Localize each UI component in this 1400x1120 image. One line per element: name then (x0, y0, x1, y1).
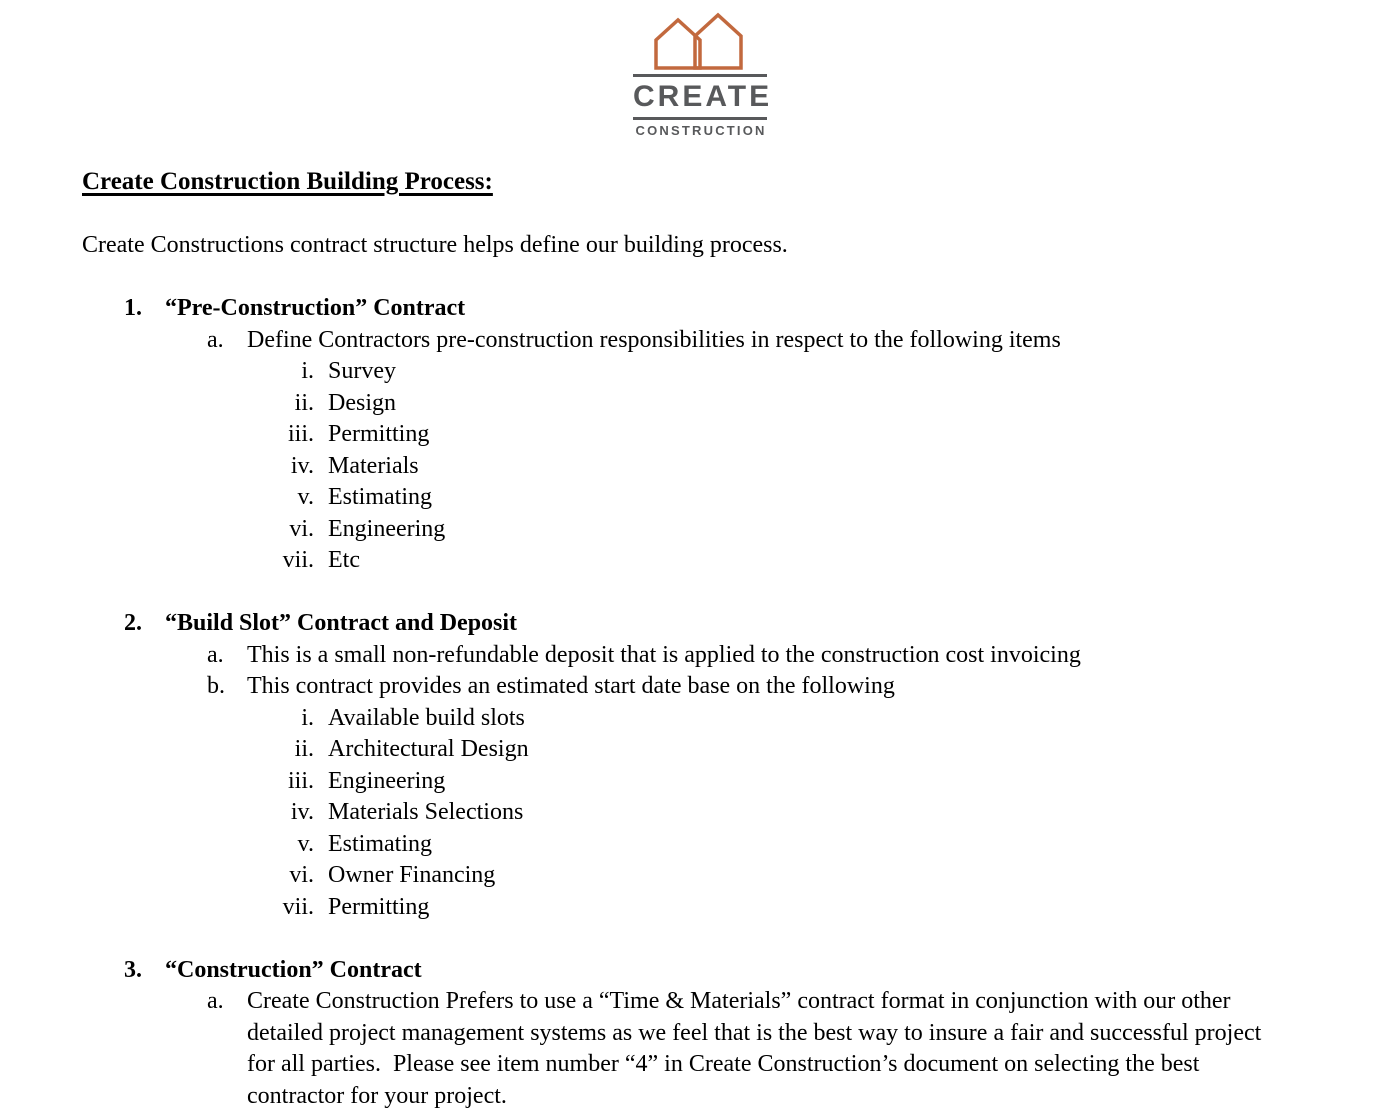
subitem-numeral: iv. (290, 799, 314, 825)
section-heading: “Pre-Construction” Contract (165, 295, 466, 321)
logo-rule-bottom (633, 117, 767, 120)
list-item-letter: a. (207, 988, 224, 1014)
subitem-numeral: v. (297, 484, 314, 510)
list-item-text: This is a small non-refundable deposit that is applied to the construction cost invoicing (247, 641, 1081, 668)
subitem-text: Architectural Design (328, 736, 529, 762)
sub-list-item (82, 514, 1272, 546)
subitem-numeral: vii. (282, 547, 314, 573)
section-number: 2. (124, 610, 142, 636)
sub-list-item (82, 482, 1272, 514)
list-item-letter: a. (207, 641, 224, 668)
list-item-text: This contract provides an estimated start date base on the following (247, 673, 895, 699)
sub-list-item (82, 451, 1272, 483)
subitem-text: Engineering (328, 515, 446, 542)
subitem-numeral: i. (301, 704, 314, 731)
subitem-text: Owner Financing (328, 862, 496, 888)
sub-list-item (82, 860, 1272, 892)
subitem-numeral: i. (301, 358, 314, 384)
subitem-text: Materials (328, 452, 419, 479)
subitem-numeral: iii. (287, 421, 314, 447)
section-heading: “Build Slot” Contract and Deposit (165, 610, 518, 636)
subitem-text: Engineering (328, 767, 446, 794)
list-item (82, 325, 1272, 357)
section-heading-row (82, 955, 1272, 987)
section-heading: “Construction” Contract (165, 956, 422, 983)
section-pre-construction-contract (82, 293, 1272, 577)
section-build-slot-contract (82, 608, 1272, 923)
intro-paragraph: Create Constructions contract structure helps define our building process. (82, 232, 788, 258)
logo (630, 12, 773, 138)
subitem-text: Etc (328, 547, 360, 573)
subitem-numeral: ii. (294, 736, 314, 762)
list-item-text: Create Construction Prefers to use a “Time & Materials” contract format in conjunction with our other detailed project management systems as we feel that is the best way to insure a fair and successful project for all parties. Please see item number “4” in Create Construction’s document on selecting the best contractor for your project. (247, 988, 1268, 1109)
logo-wordmark: CREATE (633, 80, 773, 113)
twin-houses-icon (648, 12, 752, 70)
document-content (82, 138, 1272, 1112)
list-item (82, 671, 1272, 703)
subitem-numeral: ii. (294, 389, 314, 416)
section-heading-row (82, 293, 1272, 325)
sub-list-item (82, 356, 1272, 388)
sub-list-item (82, 419, 1272, 451)
list-item (82, 640, 1272, 672)
sub-list-item (82, 797, 1272, 829)
section-heading-row (82, 608, 1272, 640)
subitem-numeral: v. (297, 830, 314, 857)
subitem-numeral: vi. (289, 862, 314, 888)
subitem-numeral: vii. (282, 893, 314, 920)
subitem-text: Design (328, 389, 396, 416)
sub-list-item (82, 703, 1272, 735)
section-number: 1. (124, 295, 142, 321)
logo-rule-top (633, 74, 767, 77)
list-item-letter: b. (207, 673, 225, 699)
subitem-text: Permitting (328, 893, 430, 920)
sub-list-item (82, 388, 1272, 420)
subitem-text: Materials Selections (328, 799, 524, 825)
sub-list-item (82, 734, 1272, 766)
page-title: Create Construction Building Process: (82, 168, 493, 195)
sub-list-item (82, 545, 1272, 577)
subitem-numeral: vi. (289, 515, 314, 542)
subitem-text: Permitting (328, 421, 430, 447)
logo-subtitle: CONSTRUCTION (635, 123, 767, 138)
list-item-letter: a. (207, 326, 224, 353)
section-number: 3. (124, 956, 142, 983)
subitem-text: Estimating (328, 830, 432, 857)
list-item-text: Define Contractors pre-construction responsibilities in respect to the following items (247, 326, 1061, 353)
subitem-text: Survey (328, 358, 396, 384)
list-item (82, 986, 1272, 1112)
subitem-numeral: iv. (290, 452, 314, 479)
subitem-text: Estimating (328, 484, 432, 510)
sub-list-item (82, 892, 1272, 924)
subitem-numeral: iii. (287, 767, 314, 794)
sub-list-item (82, 766, 1272, 798)
section-construction-contract (82, 955, 1272, 1113)
sub-list-item (82, 829, 1272, 861)
document-page (0, 12, 1400, 1112)
subitem-text: Available build slots (328, 704, 525, 731)
